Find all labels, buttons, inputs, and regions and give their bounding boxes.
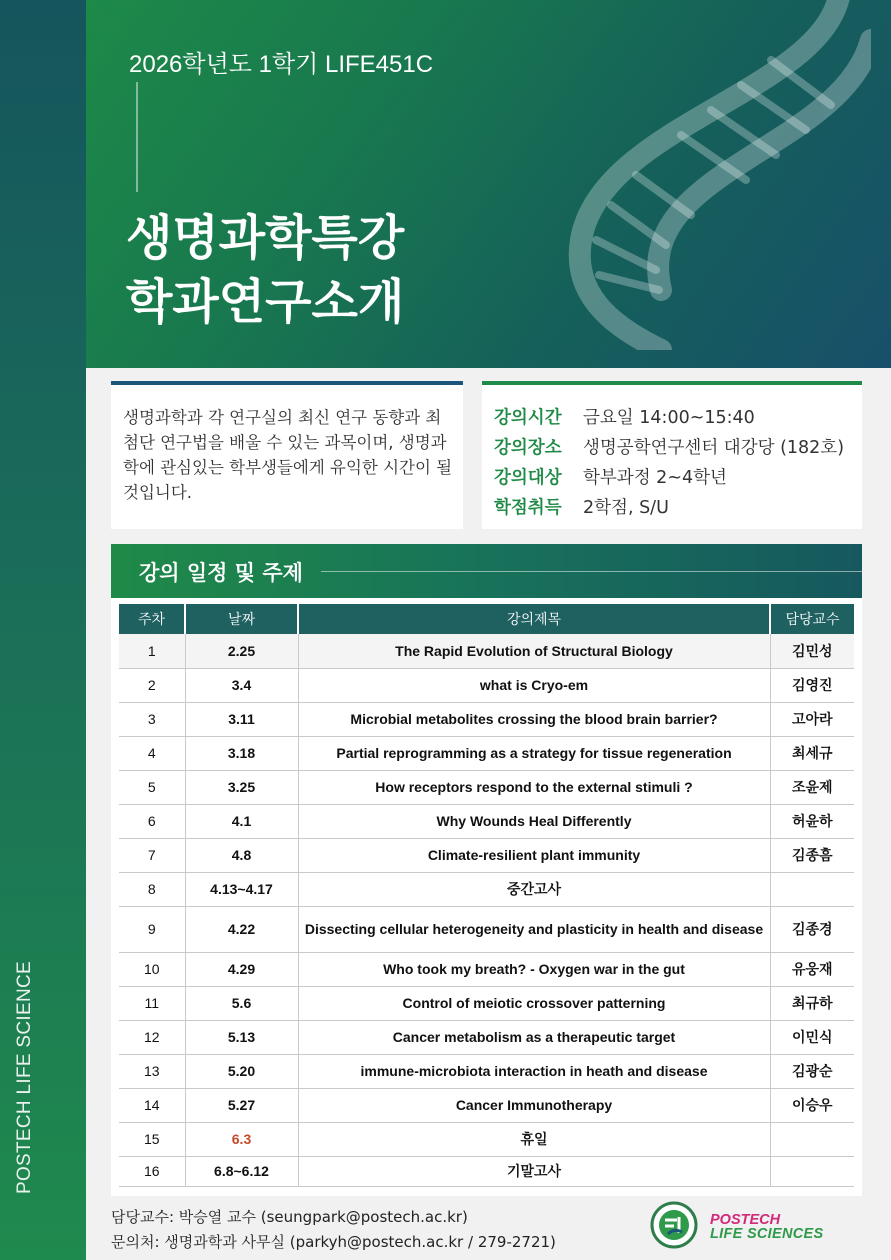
cell-title: The Rapid Evolution of Structural Biology [298, 634, 770, 668]
cell-prof: 김민성 [770, 634, 854, 668]
intro-box [111, 381, 463, 529]
cell-week: 1 [119, 634, 185, 668]
cell-date: 6.8~6.12 [185, 1156, 298, 1186]
table-row [119, 1156, 854, 1186]
cell-week: 3 [119, 702, 185, 736]
sidebar-text-wrap [0, 0, 86, 1260]
logo-wordmark [710, 1213, 823, 1241]
dna-helix-icon [541, 0, 871, 350]
info-row-location [494, 431, 862, 461]
cell-prof: 김종흠 [770, 838, 854, 872]
info-value: 생명공학연구센터 대강당 (182호) [583, 437, 845, 458]
table-row [119, 1054, 854, 1088]
table-row [119, 702, 854, 736]
cell-week: 16 [119, 1156, 185, 1186]
cell-prof: 김광순 [770, 1054, 854, 1088]
cell-prof: 최세규 [770, 736, 854, 770]
cell-prof: 최규하 [770, 986, 854, 1020]
table-row [119, 736, 854, 770]
cell-prof: 유웅재 [770, 952, 854, 986]
cell-title: 기말고사 [298, 1156, 770, 1186]
cell-title: Partial reprogramming as a strategy for tissue regeneration [298, 736, 770, 770]
postech-logo [648, 1200, 868, 1250]
cell-title: How receptors respond to the external stimuli ? [298, 770, 770, 804]
cell-prof [770, 1122, 854, 1156]
info-label: 강의대상 [494, 467, 562, 488]
cell-week: 5 [119, 770, 185, 804]
cell-date: 5.13 [185, 1020, 298, 1054]
cell-date: 3.25 [185, 770, 298, 804]
info-row-target [494, 461, 862, 491]
sidebar-vertical-text: POSTECH LIFE SCIENCE [14, 961, 35, 1194]
cell-title: Who took my breath? - Oxygen war in the gut [298, 952, 770, 986]
course-info-box [482, 381, 862, 529]
hero-banner [86, 0, 891, 368]
table-row [119, 872, 854, 906]
table-row [119, 838, 854, 872]
footer-contact [111, 1205, 556, 1255]
col-header-week: 주차 [119, 604, 185, 634]
col-header-professor: 담당교수 [770, 604, 854, 634]
cell-week: 10 [119, 952, 185, 986]
cell-week: 9 [119, 906, 185, 952]
cell-week: 7 [119, 838, 185, 872]
cell-week: 13 [119, 1054, 185, 1088]
title-line-2: 학과연구소개 [126, 274, 405, 330]
course-subtitle: 2026학년도 1학기 LIFE451C [129, 51, 434, 78]
cell-date: 5.27 [185, 1088, 298, 1122]
hero-divider [136, 82, 138, 192]
table-row [119, 668, 854, 702]
cell-date: 6.3 [185, 1122, 298, 1156]
cell-prof: 고아라 [770, 702, 854, 736]
cell-week: 14 [119, 1088, 185, 1122]
table-row [119, 770, 854, 804]
cell-title: Cancer metabolism as a therapeutic target [298, 1020, 770, 1054]
table-row [119, 952, 854, 986]
table-row [119, 634, 854, 668]
cell-date: 4.29 [185, 952, 298, 986]
info-row-time [494, 401, 862, 431]
table-row [119, 986, 854, 1020]
cell-date: 3.4 [185, 668, 298, 702]
cell-week: 15 [119, 1122, 185, 1156]
cell-title: Why Wounds Heal Differently [298, 804, 770, 838]
cell-date: 3.18 [185, 736, 298, 770]
title-line-1: 생명과학특강 [126, 210, 405, 266]
cell-prof: 이승우 [770, 1088, 854, 1122]
info-value: 2학점, S/U [583, 497, 669, 518]
table-row [119, 804, 854, 838]
col-header-date: 날짜 [185, 604, 298, 634]
cell-date: 4.1 [185, 804, 298, 838]
cell-week: 2 [119, 668, 185, 702]
col-header-title: 강의제목 [298, 604, 770, 634]
cell-prof: 조윤제 [770, 770, 854, 804]
cell-week: 4 [119, 736, 185, 770]
cell-week: 11 [119, 986, 185, 1020]
cell-week: 6 [119, 804, 185, 838]
info-label: 학점취득 [494, 497, 562, 518]
cell-title: Climate-resilient plant immunity [298, 838, 770, 872]
table-header-row [119, 604, 854, 634]
cell-title: Microbial metabolites crossing the blood brain barrier? [298, 702, 770, 736]
info-label: 강의장소 [494, 437, 562, 458]
cell-date: 5.6 [185, 986, 298, 1020]
cell-prof [770, 872, 854, 906]
table-row [119, 1088, 854, 1122]
cell-title: immune-microbiota interaction in heath and disease [298, 1054, 770, 1088]
cell-week: 12 [119, 1020, 185, 1054]
table-row [119, 1020, 854, 1054]
cell-title: 휴일 [298, 1122, 770, 1156]
cell-title: what is Cryo-em [298, 668, 770, 702]
cell-date: 4.22 [185, 906, 298, 952]
info-row-credits [494, 491, 862, 521]
logo-line-2: LIFE SCIENCES [710, 1226, 824, 1242]
course-title [126, 206, 404, 334]
logo-line-1: POSTECH [710, 1212, 781, 1228]
info-value: 금요일 14:00~15:40 [583, 407, 755, 428]
cell-prof: 김종경 [770, 906, 854, 952]
info-label: 강의시간 [494, 407, 562, 428]
cell-title: 중간고사 [298, 872, 770, 906]
table-row [119, 906, 854, 952]
cell-prof: 허윤하 [770, 804, 854, 838]
cell-title: Cancer Immunotherapy [298, 1088, 770, 1122]
cell-week: 8 [119, 872, 185, 906]
intro-text: 생명과학과 각 연구실의 최신 연구 동향과 최첨단 연구법을 배울 수 있는 과목이며, 생명과학에 관심있는 학부생들에게 유익한 시간이 될 것입니다. [123, 408, 453, 502]
schedule-header-bar [111, 544, 862, 598]
cell-date: 4.13~4.17 [185, 872, 298, 906]
cell-title: Control of meiotic crossover patterning [298, 986, 770, 1020]
cell-date: 4.8 [185, 838, 298, 872]
cell-prof [770, 1156, 854, 1186]
cell-prof: 이민식 [770, 1020, 854, 1054]
cell-date: 3.11 [185, 702, 298, 736]
schedule-table-container [111, 598, 862, 1196]
cell-date: 2.25 [185, 634, 298, 668]
cell-prof: 김영진 [770, 668, 854, 702]
footer-contact-line: 문의처: 생명과학과 사무실 (parkyh@postech.ac.kr / 279-2721) [111, 1233, 556, 1251]
postech-emblem-icon [648, 1200, 700, 1250]
footer-professor: 담당교수: 박승열 교수 (seungpark@postech.ac.kr) [111, 1208, 468, 1226]
schedule-table [119, 604, 854, 1187]
schedule-heading-rule [321, 571, 862, 572]
cell-date: 5.20 [185, 1054, 298, 1088]
schedule-heading: 강의 일정 및 주제 [139, 561, 303, 585]
cell-title: Dissecting cellular heterogeneity and plasticity in health and disease [298, 906, 770, 952]
info-value: 학부과정 2~4학년 [583, 467, 727, 488]
table-row [119, 1122, 854, 1156]
